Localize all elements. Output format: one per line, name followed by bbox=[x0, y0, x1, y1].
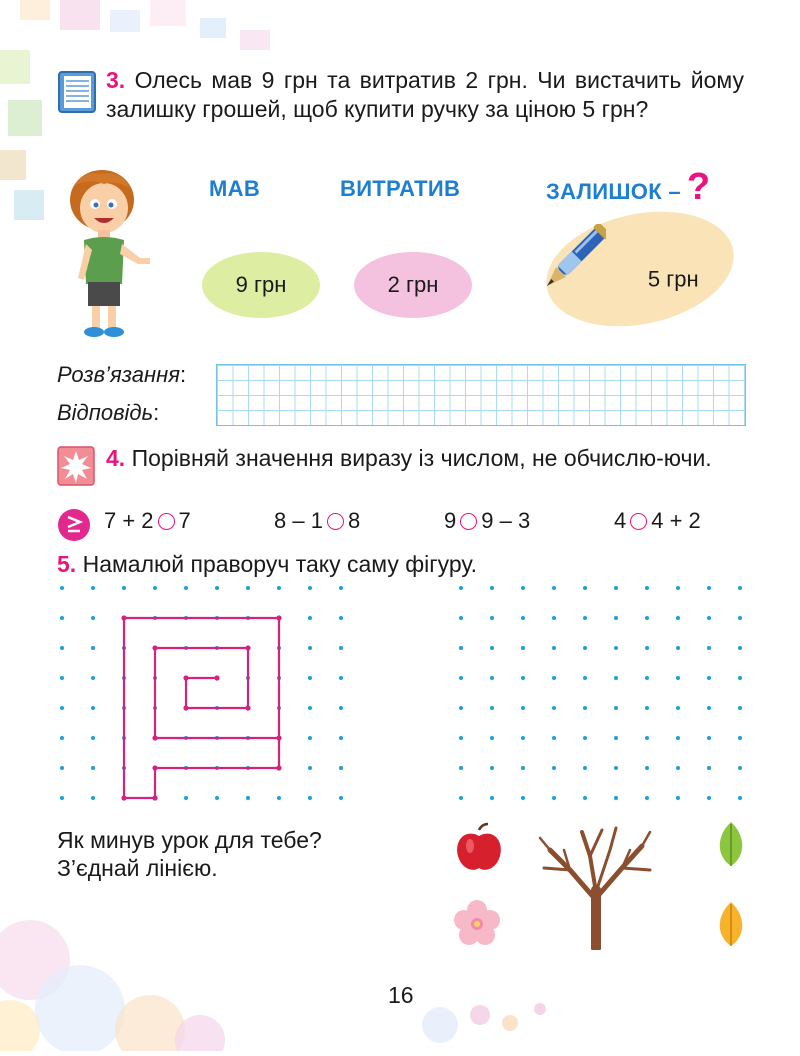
grid-dot bbox=[676, 796, 680, 800]
grid-dot bbox=[122, 586, 126, 590]
figure-vertex bbox=[152, 735, 157, 740]
spiral-figure bbox=[124, 618, 279, 798]
grid-dot bbox=[339, 616, 343, 620]
grid-dot bbox=[521, 706, 525, 710]
figure-vertex bbox=[276, 765, 281, 770]
compare-sign-icon bbox=[57, 508, 91, 547]
grid-dot bbox=[339, 706, 343, 710]
grid-dot bbox=[490, 736, 494, 740]
grid-dot bbox=[676, 736, 680, 740]
grid-dot bbox=[490, 676, 494, 680]
pen-icon bbox=[536, 224, 606, 305]
grid-dot bbox=[645, 796, 649, 800]
figure-vertex bbox=[183, 675, 188, 680]
header-spent: ВИТРАТИВ bbox=[340, 176, 461, 201]
task4-number: 4. bbox=[106, 445, 126, 471]
solution-label-text: Розв’язання bbox=[57, 362, 180, 387]
figure-vertex bbox=[276, 615, 281, 620]
grid-dot bbox=[521, 736, 525, 740]
grid-dot bbox=[490, 646, 494, 650]
grid-dot bbox=[459, 646, 463, 650]
grid-dot bbox=[459, 766, 463, 770]
grid-dot bbox=[552, 706, 556, 710]
grid-dot bbox=[308, 766, 312, 770]
grid-dot bbox=[707, 616, 711, 620]
grid-dot bbox=[738, 736, 742, 740]
grid-dot bbox=[153, 586, 157, 590]
grid-dot bbox=[614, 586, 618, 590]
comparison-2-circle[interactable] bbox=[327, 513, 344, 530]
grid-dot bbox=[521, 766, 525, 770]
grid-dot bbox=[645, 706, 649, 710]
grid-dot bbox=[60, 646, 64, 650]
yellow-leaf-icon[interactable] bbox=[714, 900, 748, 953]
grid-dot bbox=[738, 616, 742, 620]
question-mark: ? bbox=[686, 166, 711, 208]
grid-dot bbox=[552, 766, 556, 770]
grid-dot bbox=[707, 706, 711, 710]
grid-dot bbox=[60, 766, 64, 770]
grid-dot bbox=[738, 646, 742, 650]
reflection-line-1: Як минув урок для тебе? bbox=[57, 827, 322, 853]
bottom-right-decoration bbox=[400, 995, 580, 1051]
comparison-3-circle[interactable] bbox=[460, 513, 477, 530]
green-leaf-icon[interactable] bbox=[714, 820, 748, 873]
grid-dot bbox=[490, 706, 494, 710]
grid-dot bbox=[583, 736, 587, 740]
grid-dot bbox=[339, 646, 343, 650]
grid-dot bbox=[459, 616, 463, 620]
grid-dot bbox=[583, 586, 587, 590]
bare-tree-icon[interactable] bbox=[530, 820, 662, 955]
grid-dot bbox=[552, 796, 556, 800]
oval-had bbox=[202, 252, 320, 318]
header-remain bbox=[546, 166, 710, 209]
solution-label bbox=[57, 362, 186, 388]
apple-icon[interactable] bbox=[454, 822, 504, 879]
flower-icon[interactable] bbox=[452, 898, 502, 953]
grid-dot bbox=[91, 646, 95, 650]
task5-text bbox=[57, 550, 477, 579]
grid-dot bbox=[707, 586, 711, 590]
grid-dot bbox=[645, 676, 649, 680]
comparison-1 bbox=[104, 508, 191, 534]
reflection-text bbox=[57, 826, 322, 882]
grid-dot bbox=[184, 586, 188, 590]
task4-text bbox=[106, 444, 744, 473]
comparison-4-left: 4 bbox=[614, 508, 627, 533]
grid-dot bbox=[738, 766, 742, 770]
grid-dot bbox=[215, 586, 219, 590]
dot-grid-left bbox=[50, 576, 350, 806]
grid-dot bbox=[339, 736, 343, 740]
grid-dot bbox=[645, 616, 649, 620]
grid-dot bbox=[277, 586, 281, 590]
grid-dot bbox=[308, 616, 312, 620]
task4-statement: Порівняй значення виразу із числом, не обчислю-ючи. bbox=[131, 445, 712, 471]
header-remain-label: ЗАЛИШОК – bbox=[546, 178, 681, 204]
grid-dot bbox=[676, 646, 680, 650]
grid-dot bbox=[738, 676, 742, 680]
grid-dot bbox=[583, 616, 587, 620]
grid-dot bbox=[91, 706, 95, 710]
answer-label-text: Відповідь bbox=[57, 400, 154, 425]
page-number: 16 bbox=[388, 982, 414, 1008]
grid-dot bbox=[246, 796, 250, 800]
grid-dot bbox=[583, 676, 587, 680]
grid-dot bbox=[552, 646, 556, 650]
grid-dot bbox=[308, 586, 312, 590]
answer-label bbox=[57, 400, 159, 426]
comparison-3-left: 9 bbox=[444, 508, 457, 533]
header-had: МАВ bbox=[209, 176, 261, 201]
grid-dot bbox=[676, 586, 680, 590]
value-pen: 5 грн bbox=[647, 266, 699, 292]
task5-number: 5. bbox=[57, 551, 77, 577]
grid-dot bbox=[308, 706, 312, 710]
grid-dot bbox=[614, 706, 618, 710]
grid-dot bbox=[707, 796, 711, 800]
grid-dot bbox=[459, 706, 463, 710]
grid-dot bbox=[521, 646, 525, 650]
grid-dot bbox=[459, 586, 463, 590]
grid-dot bbox=[645, 586, 649, 590]
grid-dot bbox=[91, 796, 95, 800]
star-burst-icon bbox=[57, 446, 95, 491]
value-had: 9 грн bbox=[235, 272, 287, 297]
comparison-4-right: 4 + 2 bbox=[651, 508, 701, 533]
grid-dot bbox=[91, 766, 95, 770]
grid-dot bbox=[707, 676, 711, 680]
boy-illustration bbox=[64, 166, 156, 347]
grid-dot bbox=[490, 766, 494, 770]
grid-dot bbox=[521, 616, 525, 620]
comparison-3 bbox=[444, 508, 530, 534]
dot-grid-right[interactable] bbox=[449, 576, 749, 806]
grid-dot bbox=[583, 796, 587, 800]
figure-vertex bbox=[152, 645, 157, 650]
grid-dot bbox=[339, 676, 343, 680]
grid-dot bbox=[552, 586, 556, 590]
grid-dot bbox=[490, 586, 494, 590]
left-edge-decoration bbox=[0, 40, 50, 230]
grid-dot bbox=[738, 796, 742, 800]
grid-dot bbox=[490, 796, 494, 800]
grid-dot bbox=[676, 616, 680, 620]
comparison-2-left: 8 – 1 bbox=[274, 508, 323, 533]
grid-dot bbox=[308, 796, 312, 800]
figure-vertex bbox=[276, 735, 281, 740]
grid-dot bbox=[707, 736, 711, 740]
figure-vertex bbox=[245, 645, 250, 650]
comparison-1-left: 7 + 2 bbox=[104, 508, 154, 533]
solution-grid[interactable] bbox=[216, 364, 746, 426]
grid-dot bbox=[308, 676, 312, 680]
comparison-4-circle[interactable] bbox=[630, 513, 647, 530]
grid-dot bbox=[215, 796, 219, 800]
grid-dot bbox=[60, 616, 64, 620]
grid-dot bbox=[459, 676, 463, 680]
task3-text bbox=[106, 66, 744, 124]
figure-vertex bbox=[152, 795, 157, 800]
grid-dot bbox=[614, 766, 618, 770]
grid-dot bbox=[91, 676, 95, 680]
figure-vertex bbox=[121, 615, 126, 620]
grid-dot bbox=[490, 616, 494, 620]
comparison-3-right: 9 – 3 bbox=[481, 508, 531, 533]
grid-dot bbox=[60, 736, 64, 740]
grid-dot bbox=[459, 736, 463, 740]
comparison-4 bbox=[614, 508, 701, 534]
grid-dot bbox=[91, 616, 95, 620]
answer-colon: : bbox=[153, 400, 160, 425]
notebook-icon bbox=[57, 70, 97, 119]
grid-dot bbox=[521, 796, 525, 800]
grid-dot bbox=[614, 796, 618, 800]
comparison-2 bbox=[274, 508, 360, 534]
reflection-line-2: З’єднай лінією. bbox=[57, 855, 218, 881]
grid-dot bbox=[614, 736, 618, 740]
solution-colon: : bbox=[179, 362, 187, 387]
grid-dot bbox=[521, 586, 525, 590]
grid-dot bbox=[707, 646, 711, 650]
figure-vertex bbox=[183, 705, 188, 710]
grid-dot bbox=[308, 646, 312, 650]
grid-dot bbox=[645, 646, 649, 650]
bottom-left-decoration bbox=[0, 880, 260, 1051]
grid-dot bbox=[645, 736, 649, 740]
grid-dot bbox=[60, 706, 64, 710]
grid-dot bbox=[707, 766, 711, 770]
figure-vertex bbox=[214, 675, 219, 680]
grid-dot bbox=[676, 766, 680, 770]
figure-vertex bbox=[245, 705, 250, 710]
figure-vertex bbox=[121, 795, 126, 800]
grid-dot bbox=[552, 736, 556, 740]
value-spent: 2 грн bbox=[387, 272, 439, 297]
task5-statement: Намалюй праворуч таку саму фігуру. bbox=[82, 551, 478, 577]
grid-dot bbox=[277, 796, 281, 800]
grid-dot bbox=[583, 766, 587, 770]
grid-dot bbox=[738, 706, 742, 710]
comparison-2-right: 8 bbox=[347, 508, 361, 533]
grid-dot bbox=[339, 796, 343, 800]
grid-dot bbox=[184, 796, 188, 800]
task3-statement: Олесь мав 9 грн та витратив 2 грн. Чи вистачить йому залишку грошей, щоб купити ручку за ціною 5 грн? bbox=[106, 67, 745, 122]
task3-number: 3. bbox=[106, 67, 126, 93]
grid-dot bbox=[339, 766, 343, 770]
oval-spent bbox=[354, 252, 472, 318]
grid-dot bbox=[614, 616, 618, 620]
grid-dot bbox=[91, 586, 95, 590]
grid-dot bbox=[552, 616, 556, 620]
grid-dot bbox=[645, 766, 649, 770]
grid-dot bbox=[459, 796, 463, 800]
grid-dot bbox=[60, 586, 64, 590]
grid-dot bbox=[614, 676, 618, 680]
comparison-1-circle[interactable] bbox=[158, 513, 175, 530]
grid-dot bbox=[60, 676, 64, 680]
grid-dot bbox=[552, 676, 556, 680]
grid-dot bbox=[676, 676, 680, 680]
grid-dot bbox=[246, 586, 250, 590]
grid-dot bbox=[521, 676, 525, 680]
grid-dot bbox=[583, 646, 587, 650]
grid-dot bbox=[676, 706, 680, 710]
grid-dot bbox=[339, 586, 343, 590]
grid-dot bbox=[738, 586, 742, 590]
grid-dot bbox=[91, 736, 95, 740]
grid-dot bbox=[583, 706, 587, 710]
comparison-1-right: 7 bbox=[178, 508, 191, 533]
grid-dot bbox=[60, 796, 64, 800]
grid-dot bbox=[614, 646, 618, 650]
figure-vertex bbox=[152, 765, 157, 770]
grid-dot bbox=[308, 736, 312, 740]
